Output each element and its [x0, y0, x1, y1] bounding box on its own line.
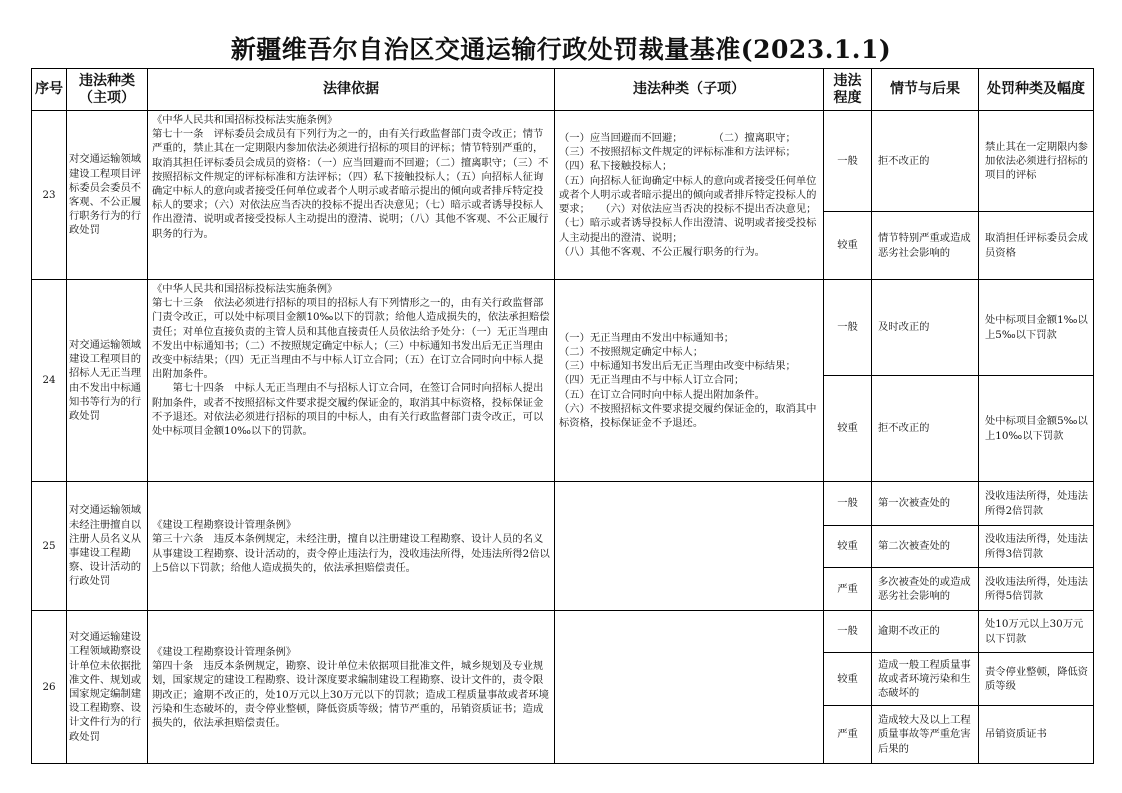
table-row [32, 482, 1094, 526]
penalty: 吊销资质证书 [979, 706, 1094, 764]
penalty-standard-table [31, 68, 1094, 764]
header-legal-basis: 法律依据 [148, 69, 555, 111]
circumstance: 多次被查处的或造成恶劣社会影响的 [872, 568, 979, 611]
header-no: 序号 [32, 69, 67, 111]
legal-basis: 《中华人民共和国招标投标法实施条例》 第七十三条 依法必须进行招标的项目的招标人有下列情形之一的，由有关行政监督部门责令改正，可以处中标项目金额10‰以下的罚款；给他人造成损失的，依法承担赔偿责任；对单位直接负责的主管人员和其他直接责任人员依法给予处分：（一）无正当理由不发出中标通知书；（二）不按照规定确定中标人；（三）中标通知书发出后无正当理由改变中标结果；（四）无正当理由不与中标人订立合同；（五）在订立合同时向中标人提出附加条件。 第七十四条 中标人无正当理由不与招标人订立合同，在签订合同时向招标人提出附加条件，或者不按照招标文件要求提交履约保证金的，取消其中标资格，投标保证金不予退还。对依法必须进行招标的项目的中标人，由有关行政监督部门责令改正，可以处中标项目金额10‰以下的罚款。 [148, 280, 555, 482]
table-row [32, 611, 1094, 653]
page-title: 新疆维吾尔自治区交通运输行政处罚裁量基准(2023.1.1) [230, 35, 892, 64]
header-circumstance: 情节与后果 [872, 69, 979, 111]
legal-basis: 《建设工程勘察设计管理条例》 第四十条 违反本条例规定，勘察、设计单位未依据项目批准文件，城乡规划及专业规划，国家规定的建设工程勘察、设计深度要求编制建设工程勘察、设计文件的，责令限期改正；逾期不改正的，处10万元以上30万元以下的罚款；造成工程质量事故或者环境污染和生态破坏的，责令停业整顿，降低资质等级；情节严重的，吊销资质证书；造成损失的，依法承担赔偿责任。 [148, 611, 555, 764]
table-header-row [32, 69, 1094, 111]
violation-degree: 严重 [824, 706, 872, 764]
table-row [32, 111, 1094, 212]
main-violation-type: 对交通运输领域建设工程项目评标委员会委员不客观、不公正履行职务行为的行政处罚 [67, 111, 148, 280]
legal-basis: 《中华人民共和国招标投标法实施条例》 第七十一条 评标委员会成员有下列行为之一的，由有关行政监督部门责令改正；情节严重的，禁止其在一定期限内参加依法必须进行招标的项目的评标；情节特别严重的，取消其担任评标委员会成员的资格：（一）应当回避而不回避；（二）擅离职守；（三）不按照招标文件规定的评标标准和方法评标；（四）私下接触投标人；（五）向招标人征询确定中标人的意向或者接受任何单位或者个人明示或者暗示提出的倾向或者排斥特定投标人的要求；（六）对依法应当否决的投标不提出否决意见；（七）暗示或者诱导投标人作出澄清、说明或者接受投标人主动提出的澄清、说明；（八）其他不客观、不公正履行职务的行为。 [148, 111, 555, 280]
header-main-type: 违法种类 （主项） [67, 69, 148, 111]
sub-violation-type [555, 611, 824, 764]
penalty: 没收违法所得，处违法所得5倍罚款 [979, 568, 1094, 611]
circumstance: 第一次被查处的 [872, 482, 979, 526]
row-number: 24 [32, 280, 67, 482]
penalty: 处10万元以上30万元以下罚款 [979, 611, 1094, 653]
penalty: 禁止其在一定期限内参加依法必须进行招标的项目的评标 [979, 111, 1094, 212]
penalty: 没收违法所得，处违法所得2倍罚款 [979, 482, 1094, 526]
row-number: 26 [32, 611, 67, 764]
circumstance: 造成较大及以上工程质量事故等严重危害后果的 [872, 706, 979, 764]
row-number: 25 [32, 482, 67, 611]
circumstance: 第二次被查处的 [872, 526, 979, 568]
violation-degree: 较重 [824, 526, 872, 568]
violation-degree: 较重 [824, 653, 872, 706]
violation-degree: 严重 [824, 568, 872, 611]
sub-violation-type: （一）应当回避而不回避； （二）擅离职守； （三）不按照招标文件规定的评标标准和方法评标； （四）私下接触投标人； （五）向招标人征询确定中标人的意向或者接受任何单位或者个人明示或者暗示提出的倾向或者排斥特定投标人的要求； （六）对依法应当否决的投标不提出否决意见； （七）暗示或者诱导投标人作出澄清、说明或者接受投标人主动提出的澄清、说明； （八）其他不客观、不公正履行职务的行为。 [555, 111, 824, 280]
table-row [32, 280, 1094, 376]
circumstance: 情节特别严重或造成恶劣社会影响的 [872, 212, 979, 280]
violation-degree: 一般 [824, 611, 872, 653]
penalty: 处中标项目金额5‰以上10‰以下罚款 [979, 376, 1094, 482]
header-sub-type: 违法种类（子项） [555, 69, 824, 111]
header-penalty: 处罚种类及幅度 [979, 69, 1094, 111]
violation-degree: 一般 [824, 280, 872, 376]
circumstance: 逾期不改正的 [872, 611, 979, 653]
circumstance: 拒不改正的 [872, 376, 979, 482]
row-number: 23 [32, 111, 67, 280]
main-violation-type: 对交通运输领域建设工程项目的招标人无正当理由不发出中标通知书等行为的行政处罚 [67, 280, 148, 482]
legal-basis: 《建设工程勘察设计管理条例》 第三十六条 违反本条例规定，未经注册，擅自以注册建设工程勘察、设计人员的名义从事建设工程勘察、设计活动的，责令停止违法行为，没收违法所得，处违法所得2倍以上5倍以下罚款；给他人造成损失的，依法承担赔偿责任。 [148, 482, 555, 611]
sub-violation-type [555, 482, 824, 611]
circumstance: 拒不改正的 [872, 111, 979, 212]
main-violation-type: 对交通运输领域未经注册擅自以注册人员名义从事建设工程勘察、设计活动的行政处罚 [67, 482, 148, 611]
penalty: 处中标项目金额1‰以上5‰以下罚款 [979, 280, 1094, 376]
penalty: 责令停业整顿，降低资质等级 [979, 653, 1094, 706]
header-degree: 违法 程度 [824, 69, 872, 111]
penalty: 取消担任评标委员会成员资格 [979, 212, 1094, 280]
violation-degree: 较重 [824, 212, 872, 280]
sub-violation-type: （一）无正当理由不发出中标通知书； （二）不按照规定确定中标人； （三）中标通知书发出后无正当理由改变中标结果； （四）无正当理由不与中标人订立合同； （五）在订立合同时向中标人提出附加条件。 （六）不按照招标文件要求提交履约保证金的，取消其中标资格，投标保证金不予退还。 [555, 280, 824, 482]
circumstance: 及时改正的 [872, 280, 979, 376]
main-violation-type: 对交通运输建设工程领域勘察设计单位未依据批准文件、规划或国家规定编制建设工程勘察、设计文件行为的行政处罚 [67, 611, 148, 764]
violation-degree: 一般 [824, 111, 872, 212]
penalty: 没收违法所得，处违法所得3倍罚款 [979, 526, 1094, 568]
violation-degree: 一般 [824, 482, 872, 526]
violation-degree: 较重 [824, 376, 872, 482]
circumstance: 造成一般工程质量事故或者环境污染和生态破坏的 [872, 653, 979, 706]
